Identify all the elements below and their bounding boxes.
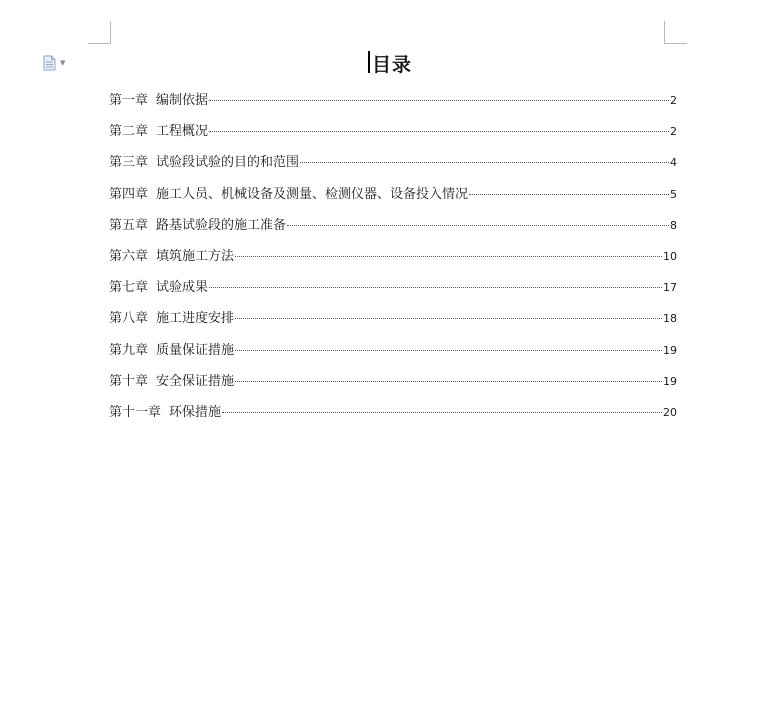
toc-chapter-title: 质量保证措施 bbox=[156, 342, 235, 358]
toc-page-number: 19 bbox=[663, 343, 677, 357]
toc-chapter-title: 施工进度安排 bbox=[156, 311, 235, 327]
toc-dot-leader bbox=[235, 256, 662, 257]
toc-page-number: 18 bbox=[663, 312, 677, 326]
toc-entry[interactable] bbox=[109, 214, 677, 245]
toc-page-number: 20 bbox=[663, 405, 677, 419]
toc-chapter-title: 填筑施工方法 bbox=[156, 248, 235, 264]
toc-entry-label bbox=[109, 401, 221, 420]
toc-dot-leader bbox=[287, 225, 669, 226]
toc-chapter-title: 试验成果 bbox=[156, 280, 209, 296]
toc-page-number: 2 bbox=[670, 94, 677, 107]
toc-chapter-number: 第一章 bbox=[109, 93, 149, 108]
toc-entry[interactable] bbox=[109, 370, 677, 401]
toc-entry-label bbox=[109, 307, 234, 326]
toc-dot-leader bbox=[235, 381, 662, 382]
toc-dot-leader bbox=[209, 287, 662, 288]
toc-entry-label bbox=[109, 183, 468, 202]
toc-title-text: 目录 bbox=[371, 54, 412, 76]
toc-entry-label bbox=[109, 214, 286, 233]
text-cursor bbox=[368, 51, 370, 73]
toc-entry-label bbox=[109, 276, 208, 295]
toc-dot-leader bbox=[300, 162, 669, 163]
toc-page-number: 5 bbox=[670, 187, 677, 201]
toc-chapter-title: 编制依据 bbox=[156, 93, 209, 108]
toc-dot-leader bbox=[209, 100, 669, 101]
toc-entry[interactable] bbox=[109, 401, 677, 432]
crop-mark-top-left bbox=[88, 21, 111, 44]
toc-chapter-number: 第三章 bbox=[109, 155, 149, 171]
toc-page-number: 4 bbox=[670, 156, 677, 170]
toc-entry[interactable] bbox=[109, 89, 677, 120]
toc-chapter-title: 工程概况 bbox=[156, 124, 209, 140]
title-row bbox=[0, 50, 780, 77]
dropdown-caret-icon: ▼ bbox=[60, 58, 66, 67]
toc-entry-label bbox=[109, 339, 234, 358]
toc-title[interactable] bbox=[368, 50, 412, 77]
toc-entry[interactable] bbox=[109, 276, 677, 307]
toc-entry[interactable] bbox=[109, 339, 677, 370]
toc-dot-leader bbox=[235, 350, 662, 351]
toc-entry-label bbox=[109, 151, 299, 170]
toc-chapter-title: 环保措施 bbox=[169, 404, 222, 420]
toc-entry[interactable] bbox=[109, 183, 677, 214]
toc-entry[interactable] bbox=[109, 151, 677, 182]
toc-chapter-title: 试验段试验的目的和范围 bbox=[156, 155, 300, 171]
toc-chapter-number: 第八章 bbox=[109, 311, 149, 327]
toc-chapter-title: 路基试验段的施工准备 bbox=[156, 217, 287, 233]
toc-entry[interactable] bbox=[109, 245, 677, 276]
toc-entry[interactable] bbox=[109, 307, 677, 338]
table-of-contents bbox=[109, 89, 677, 432]
toc-chapter-number: 第九章 bbox=[109, 342, 149, 358]
toc-dot-leader bbox=[222, 412, 662, 413]
toc-chapter-title: 施工人员、机械设备及测量、检测仪器、设备投入情况 bbox=[156, 186, 469, 202]
toc-chapter-number: 第二章 bbox=[109, 124, 149, 140]
toc-page-number: 2 bbox=[670, 125, 677, 139]
toc-page-number: 17 bbox=[663, 281, 677, 295]
toc-chapter-number: 第五章 bbox=[109, 217, 149, 233]
toc-entry-label bbox=[109, 120, 208, 139]
toc-entry[interactable] bbox=[109, 120, 677, 151]
toc-chapter-number: 第四章 bbox=[109, 186, 149, 202]
toc-entry-label bbox=[109, 370, 234, 389]
toc-entry-label bbox=[109, 245, 234, 264]
toc-page-number: 19 bbox=[663, 374, 677, 388]
toc-dot-leader bbox=[469, 194, 669, 195]
toc-chapter-number: 第七章 bbox=[109, 280, 149, 296]
crop-mark-top-right bbox=[664, 21, 687, 44]
toc-entry-label bbox=[109, 89, 208, 108]
toc-chapter-number: 第十一章 bbox=[109, 404, 162, 420]
toc-chapter-number: 第六章 bbox=[109, 248, 149, 264]
toc-dot-leader bbox=[209, 131, 669, 132]
toc-chapter-number: 第十章 bbox=[109, 373, 149, 389]
toc-page-number: 10 bbox=[663, 249, 677, 263]
toc-page-number: 8 bbox=[670, 218, 677, 232]
toc-dot-leader bbox=[235, 318, 662, 319]
toc-chapter-title: 安全保证措施 bbox=[156, 373, 235, 389]
